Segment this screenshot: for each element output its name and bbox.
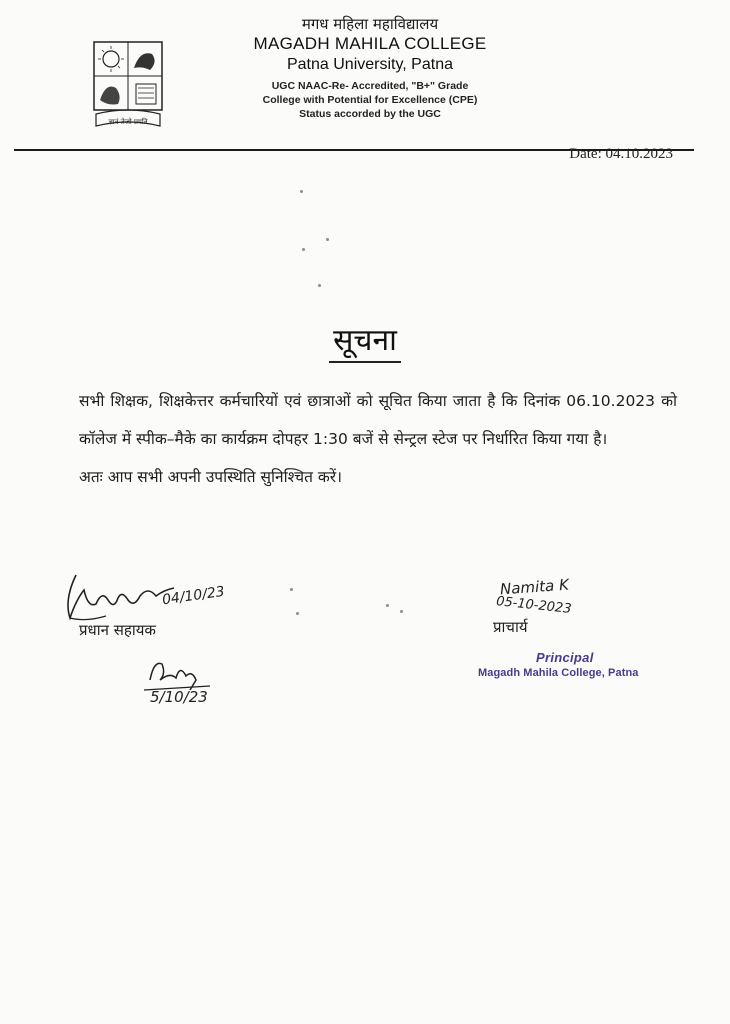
scan-speck — [296, 612, 299, 615]
scan-speck — [386, 604, 389, 607]
accreditation-line-1: UGC NAAC-Re- Accredited, "B+" Grade — [271, 80, 469, 92]
notice-body — [79, 382, 677, 496]
left-signatory-role: प्रधान सहायक — [79, 621, 156, 639]
notice-closing: अतः आप सभी अपनी उपस्थिति सुनिश्चित करें। — [79, 468, 342, 486]
stamp-title: Principal — [536, 650, 594, 665]
scan-speck — [302, 248, 305, 251]
left-second-date: 5/10/23 — [150, 688, 208, 706]
logo-motto: ज्ञानं तेजो प्रगति — [108, 118, 148, 126]
college-name: MAGADH MAHILA COLLEGE — [253, 34, 487, 53]
scan-speck — [326, 238, 329, 241]
college-name-hindi: मगध महिला महाविद्यालय — [301, 15, 439, 33]
notice-paragraph: सभी शिक्षक, शिक्षकेत्तर कर्मचारियों एवं छात्राओं को सूचित किया जाता है कि दिनांक 06.10.2023 को कॉलेज में स्पीक–मैके का कार्यक्रम दोपहर 1:30 बजें से सेन्ट्रल स्टेज पर निर्धारित किया गया है। — [79, 392, 677, 448]
scan-speck — [318, 284, 321, 287]
right-signatory-role: प्राचार्य — [493, 618, 528, 636]
right-signature-date: 05-10-2023 — [495, 594, 573, 617]
scan-speck — [290, 588, 293, 591]
right-signature-name: Namita K — [499, 575, 570, 599]
accreditation-line-2: College with Potential for Excellence (CPE) — [262, 94, 478, 106]
university-name: Patna University, Patna — [286, 56, 453, 73]
notice-date: Date: 04.10.2023 — [569, 146, 673, 162]
left-signature-date: 04/10/23 — [161, 583, 226, 609]
stamp-college: Magadh Mahila College, Patna — [478, 667, 639, 679]
accreditation-line-3: Status accorded by the UGC — [299, 108, 441, 120]
principal-stamp — [478, 650, 639, 679]
scan-speck — [300, 190, 303, 193]
scan-speck — [400, 610, 403, 613]
letterhead — [200, 14, 540, 121]
notice-title: सूचना — [329, 318, 401, 363]
